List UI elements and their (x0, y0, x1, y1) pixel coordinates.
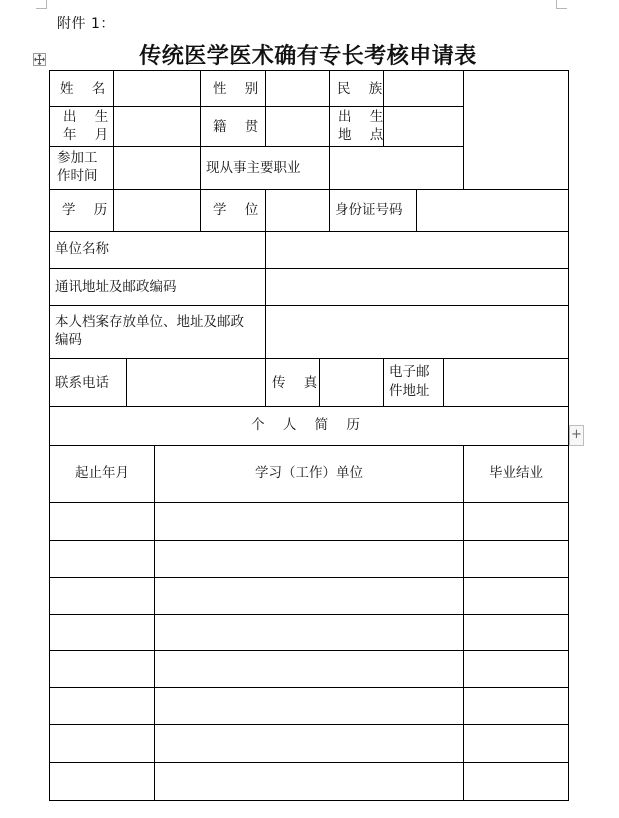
archive-label-line1: 本人档案存放单位、地址及邮政 (55, 314, 244, 330)
birth-date-label-line2: 年 月 (63, 127, 116, 143)
col-line (329, 189, 330, 231)
resume-row[interactable] (50, 503, 568, 540)
table-border-right (568, 70, 569, 801)
photo-field[interactable] (464, 71, 568, 189)
document-title: 传统医学医术确有专长考核申请表 (139, 43, 477, 69)
col-line (383, 358, 384, 406)
email-label-line1: 电子邮 (389, 364, 430, 380)
address-field[interactable] (266, 269, 568, 305)
row-line (49, 445, 569, 446)
education-field[interactable] (114, 190, 200, 231)
archive-field[interactable] (266, 306, 568, 358)
birth-place-label-line2: 地 点 (338, 127, 391, 143)
col-line (200, 146, 201, 189)
education-label: 学 历 (62, 202, 115, 218)
gender-field[interactable] (266, 71, 329, 106)
fax-label: 传 真 (272, 375, 325, 391)
employer-field[interactable] (266, 232, 568, 268)
birth-date-label-line1: 出 生 (63, 109, 116, 125)
fax-field[interactable] (320, 359, 383, 406)
attachment-label: 附件 1： (57, 16, 115, 32)
current-job-field[interactable] (330, 147, 463, 189)
ethnicity-label: 民 族 (337, 81, 390, 97)
table-border-bottom (49, 800, 569, 801)
id-number-label: 身份证号码 (335, 202, 403, 218)
resume-row[interactable] (50, 541, 568, 577)
add-row-plus-icon[interactable]: + (569, 425, 584, 446)
name-field[interactable] (114, 71, 200, 106)
resume-row[interactable] (50, 688, 568, 724)
address-label: 通讯地址及邮政编码 (55, 279, 177, 295)
resume-row[interactable] (50, 763, 568, 800)
col-line (265, 358, 266, 406)
resume-row[interactable] (50, 725, 568, 762)
degree-field[interactable] (266, 190, 329, 231)
col-line (200, 70, 201, 146)
employer-label: 单位名称 (55, 241, 109, 257)
resume-col-unit: 学习（工作）单位 (255, 465, 363, 481)
resume-row[interactable] (50, 615, 568, 650)
archive-label-line2: 编码 (55, 332, 82, 348)
ethnicity-field[interactable] (384, 71, 463, 106)
resume-section-title: 个 人 简 历 (251, 417, 367, 433)
degree-label: 学 位 (213, 202, 266, 218)
native-place-field[interactable] (266, 107, 329, 146)
resume-row[interactable] (50, 651, 568, 687)
row-line (49, 406, 569, 407)
native-place-label: 籍 贯 (213, 119, 266, 135)
phone-label: 联系电话 (55, 375, 109, 391)
phone-field[interactable] (127, 359, 265, 406)
work-start-label-line1: 参加工 (57, 150, 98, 166)
col-line (329, 70, 330, 146)
work-start-label-line2: 作时间 (57, 168, 98, 184)
current-job-label: 现从事主要职业 (206, 160, 301, 176)
resume-row[interactable] (50, 578, 568, 614)
col-line (200, 189, 201, 231)
id-number-field[interactable] (417, 190, 568, 231)
email-field[interactable] (444, 359, 568, 406)
email-label-line2: 件地址 (389, 383, 430, 399)
birth-place-field[interactable] (384, 107, 463, 146)
work-start-field[interactable] (114, 147, 200, 189)
resume-col-status: 毕业结业 (489, 465, 543, 481)
birth-date-field[interactable] (114, 107, 200, 146)
birth-place-label-line1: 出 生 (338, 109, 391, 125)
resume-col-period: 起止年月 (75, 465, 129, 481)
name-label: 姓 名 (60, 81, 113, 97)
gender-label: 性 别 (213, 81, 266, 97)
